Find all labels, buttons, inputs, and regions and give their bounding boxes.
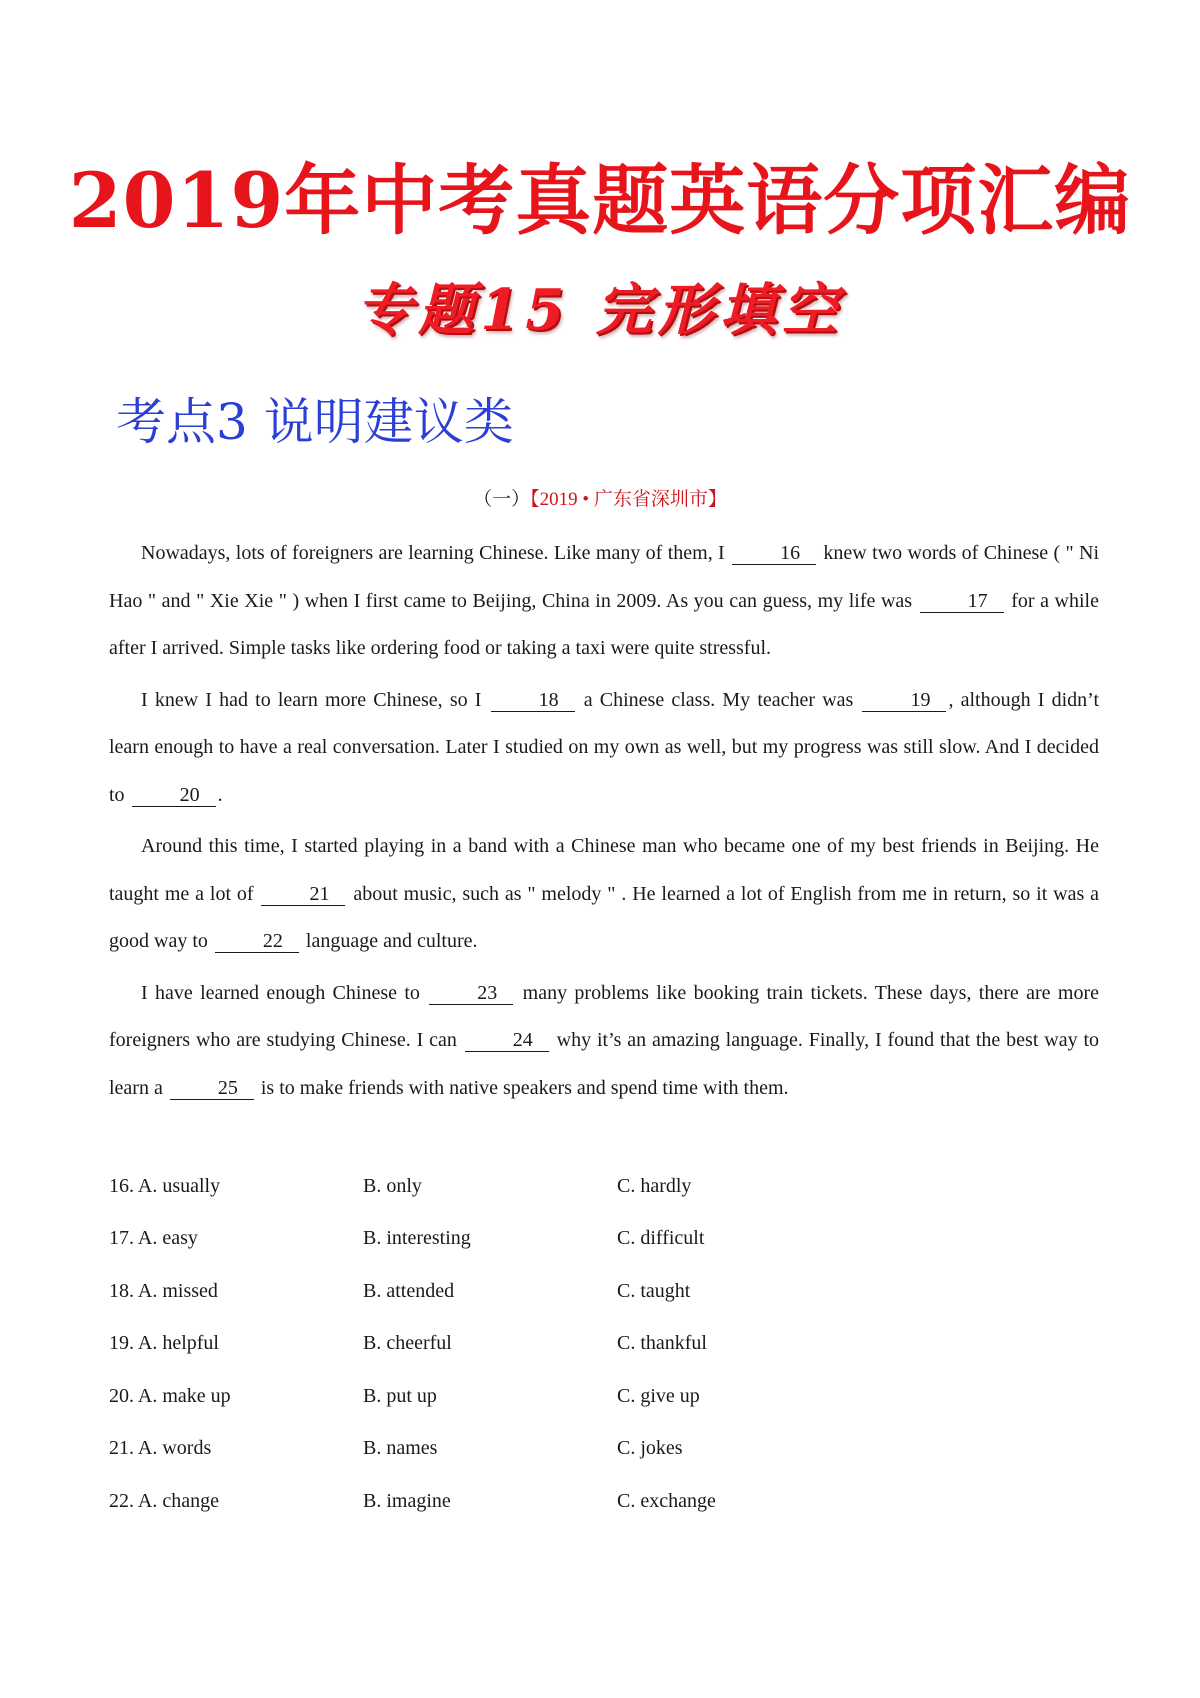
option-c: C. exchange <box>617 1489 716 1512</box>
option-row-18 <box>109 1265 1099 1318</box>
option-row-19 <box>109 1318 1099 1371</box>
paragraph-text: , although I didn’t learn enough to have a real conversation. Later I studied on my own as well, but my progress was still slow. And I decided to <box>109 688 1099 806</box>
option-b: B. attended <box>363 1279 455 1302</box>
paragraph-text: for a while after I arrived. Simple tasks like ordering food or taking a taxi were quite stressful. <box>109 589 1099 659</box>
paragraph-text: I have learned enough Chinese to <box>141 981 420 1004</box>
option-a: 19. A. helpful <box>109 1332 219 1355</box>
blank-19: 19 <box>862 689 946 712</box>
paragraph-text: why it’s an amazing language. Finally, I found that the best way to learn a <box>109 1029 1100 1099</box>
paragraph-text: language and culture. <box>305 930 478 952</box>
blank-16: 16 <box>732 542 816 565</box>
blank-21: 21 <box>261 883 345 906</box>
option-b: B. interesting <box>363 1227 471 1250</box>
option-b: B. names <box>363 1437 438 1460</box>
paragraph-text: many problems like booking train tickets. These days, there are more foreigners who are studying Chinese. I can <box>109 981 1100 1051</box>
blank-20: 20 <box>132 784 216 807</box>
source-tag: 【2019 • 广东省深圳市】 <box>530 489 727 510</box>
option-row-20 <box>109 1370 1099 1423</box>
paragraph-text: is to make friends with native speakers and spend time with them. <box>260 1076 789 1099</box>
option-row-17 <box>109 1213 1099 1266</box>
option-a: 21. A. words <box>109 1437 212 1460</box>
option-b: B. imagine <box>363 1489 451 1512</box>
option-b: B. only <box>363 1174 422 1197</box>
source-line <box>0 484 1200 511</box>
document-subtitle: 专题15 完形填空 <box>356 277 844 343</box>
option-b: B. cheerful <box>363 1332 452 1355</box>
option-c: C. jokes <box>617 1437 683 1460</box>
option-a: 22. A. change <box>109 1489 219 1512</box>
option-a: 16. A. usually <box>109 1174 221 1197</box>
blank-25: 25 <box>170 1077 254 1100</box>
paragraph-text: a Chinese class. My teacher was <box>583 688 854 711</box>
option-c: C. taught <box>617 1279 691 1302</box>
blank-24: 24 <box>465 1029 549 1052</box>
option-row-21 <box>109 1423 1099 1476</box>
paragraph-text: I knew I had to learn more Chinese, so I <box>141 688 482 711</box>
paragraph-3 <box>109 823 1099 966</box>
paragraph-2 <box>109 677 1099 820</box>
option-b: B. put up <box>363 1384 437 1407</box>
source-number: （一） <box>473 489 531 510</box>
option-a: 17. A. easy <box>109 1227 198 1250</box>
option-c: C. hardly <box>617 1174 692 1197</box>
paragraph-text: . <box>217 783 223 806</box>
paragraph-text: knew two words of Chinese ( " Ni Hao " and " Xie Xie " ) when I first came to Beijing, China in 2009. As you can guess, my life was <box>109 542 1100 612</box>
section-heading: 考点3 说明建议类 <box>116 393 514 451</box>
paragraph-1 <box>109 530 1099 673</box>
option-row-22 <box>109 1475 1099 1528</box>
blank-22: 22 <box>215 930 299 953</box>
option-c: C. thankful <box>617 1332 707 1355</box>
document-title: 2019年中考真题英语分项汇编 <box>68 156 1132 245</box>
blank-23: 23 <box>429 982 513 1005</box>
option-row-16 <box>109 1160 1099 1213</box>
option-a: 18. A. missed <box>109 1279 218 1302</box>
paragraph-text: Around this time, I started playing in a band with a Chinese man who became one of my best friends in Beijing. He taught me a lot of <box>109 835 1099 905</box>
option-c: C. difficult <box>617 1227 705 1250</box>
answer-options <box>109 1160 1099 1528</box>
paragraph-text: about music, such as " melody " . He learned a lot of English from me in return, so it was a good way to <box>109 882 1100 952</box>
option-c: C. give up <box>617 1384 700 1407</box>
option-a: 20. A. make up <box>109 1384 231 1407</box>
blank-17: 17 <box>920 590 1004 613</box>
paragraph-text: Nowadays, lots of foreigners are learning Chinese. Like many of them, I <box>141 542 725 564</box>
paragraph-4 <box>109 970 1099 1113</box>
cloze-passage <box>109 530 1099 1116</box>
blank-18: 18 <box>491 689 575 712</box>
